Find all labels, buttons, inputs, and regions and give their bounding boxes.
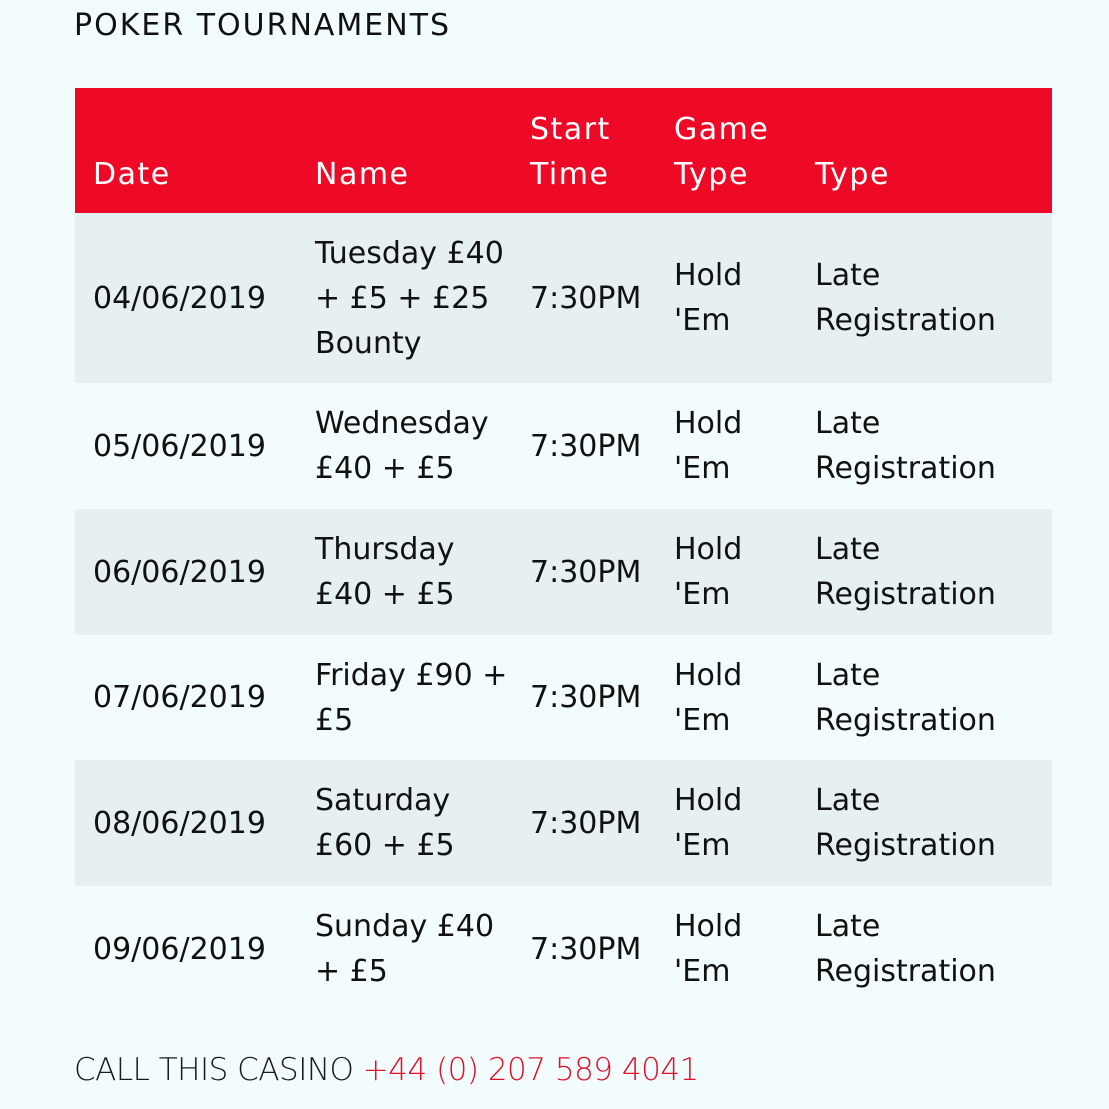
cell-type: Late Registration xyxy=(815,258,996,338)
page-title: POKER TOURNAMENTS xyxy=(74,8,452,43)
cell-start-time: 7:30PM xyxy=(530,554,642,590)
table-row xyxy=(75,383,1052,509)
column-header-game-type: Game Type xyxy=(674,112,770,192)
cell-date: 05/06/2019 xyxy=(93,428,266,464)
phone-link[interactable]: +44 (0) 207 589 4041 xyxy=(362,1052,699,1088)
cell-date: 09/06/2019 xyxy=(93,931,266,967)
table-body xyxy=(75,213,1052,1012)
cell-game-type: Hold 'Em xyxy=(674,406,743,486)
column-header-type: Type xyxy=(815,157,890,192)
cell-type: Late Registration xyxy=(815,909,996,989)
cell-start-time: 7:30PM xyxy=(530,680,642,715)
cell-start-time: 7:30PM xyxy=(530,931,642,967)
cell-type: Late Registration xyxy=(815,783,996,863)
call-casino-footer xyxy=(74,1050,699,1090)
cell-date: 04/06/2019 xyxy=(93,280,266,316)
cell-game-type: Hold 'Em xyxy=(674,532,743,612)
table-row xyxy=(75,635,1052,760)
call-label: CALL THIS CASINO xyxy=(74,1052,354,1088)
table-row xyxy=(75,886,1052,1012)
cell-type: Late Registration xyxy=(815,406,996,486)
cell-game-type: Hold 'Em xyxy=(674,258,743,338)
cell-game-type: Hold 'Em xyxy=(674,783,743,863)
column-header-start-time: Start Time xyxy=(530,112,611,192)
column-header-name: Name xyxy=(315,157,410,192)
cell-start-time: 7:30PM xyxy=(530,805,642,841)
cell-name: Saturday £60 + £5 xyxy=(315,783,455,863)
cell-name: Sunday £40 + £5 xyxy=(315,909,495,989)
cell-type: Late Registration xyxy=(815,657,996,738)
column-header-date: Date xyxy=(93,157,171,192)
cell-date: 06/06/2019 xyxy=(93,554,266,590)
cell-type: Late Registration xyxy=(815,532,996,612)
table-row xyxy=(75,213,1052,383)
cell-game-type: Hold 'Em xyxy=(674,657,743,738)
cell-date: 08/06/2019 xyxy=(93,805,266,841)
cell-name: Thursday £40 + £5 xyxy=(315,532,455,612)
cell-date: 07/06/2019 xyxy=(93,680,266,715)
cell-name: Friday £90 + £5 xyxy=(315,657,508,738)
table-header-row xyxy=(75,88,1052,213)
cell-name: Tuesday £40 + £5 + £25 Bounty xyxy=(315,235,504,361)
table-row xyxy=(75,509,1052,635)
tournaments-table xyxy=(75,88,1052,1012)
cell-start-time: 7:30PM xyxy=(530,280,642,316)
table-header xyxy=(75,88,1052,213)
cell-game-type: Hold 'Em xyxy=(674,909,743,989)
cell-start-time: 7:30PM xyxy=(530,428,642,464)
table-row xyxy=(75,760,1052,886)
cell-name: Wednesday £40 + £5 xyxy=(315,406,489,486)
